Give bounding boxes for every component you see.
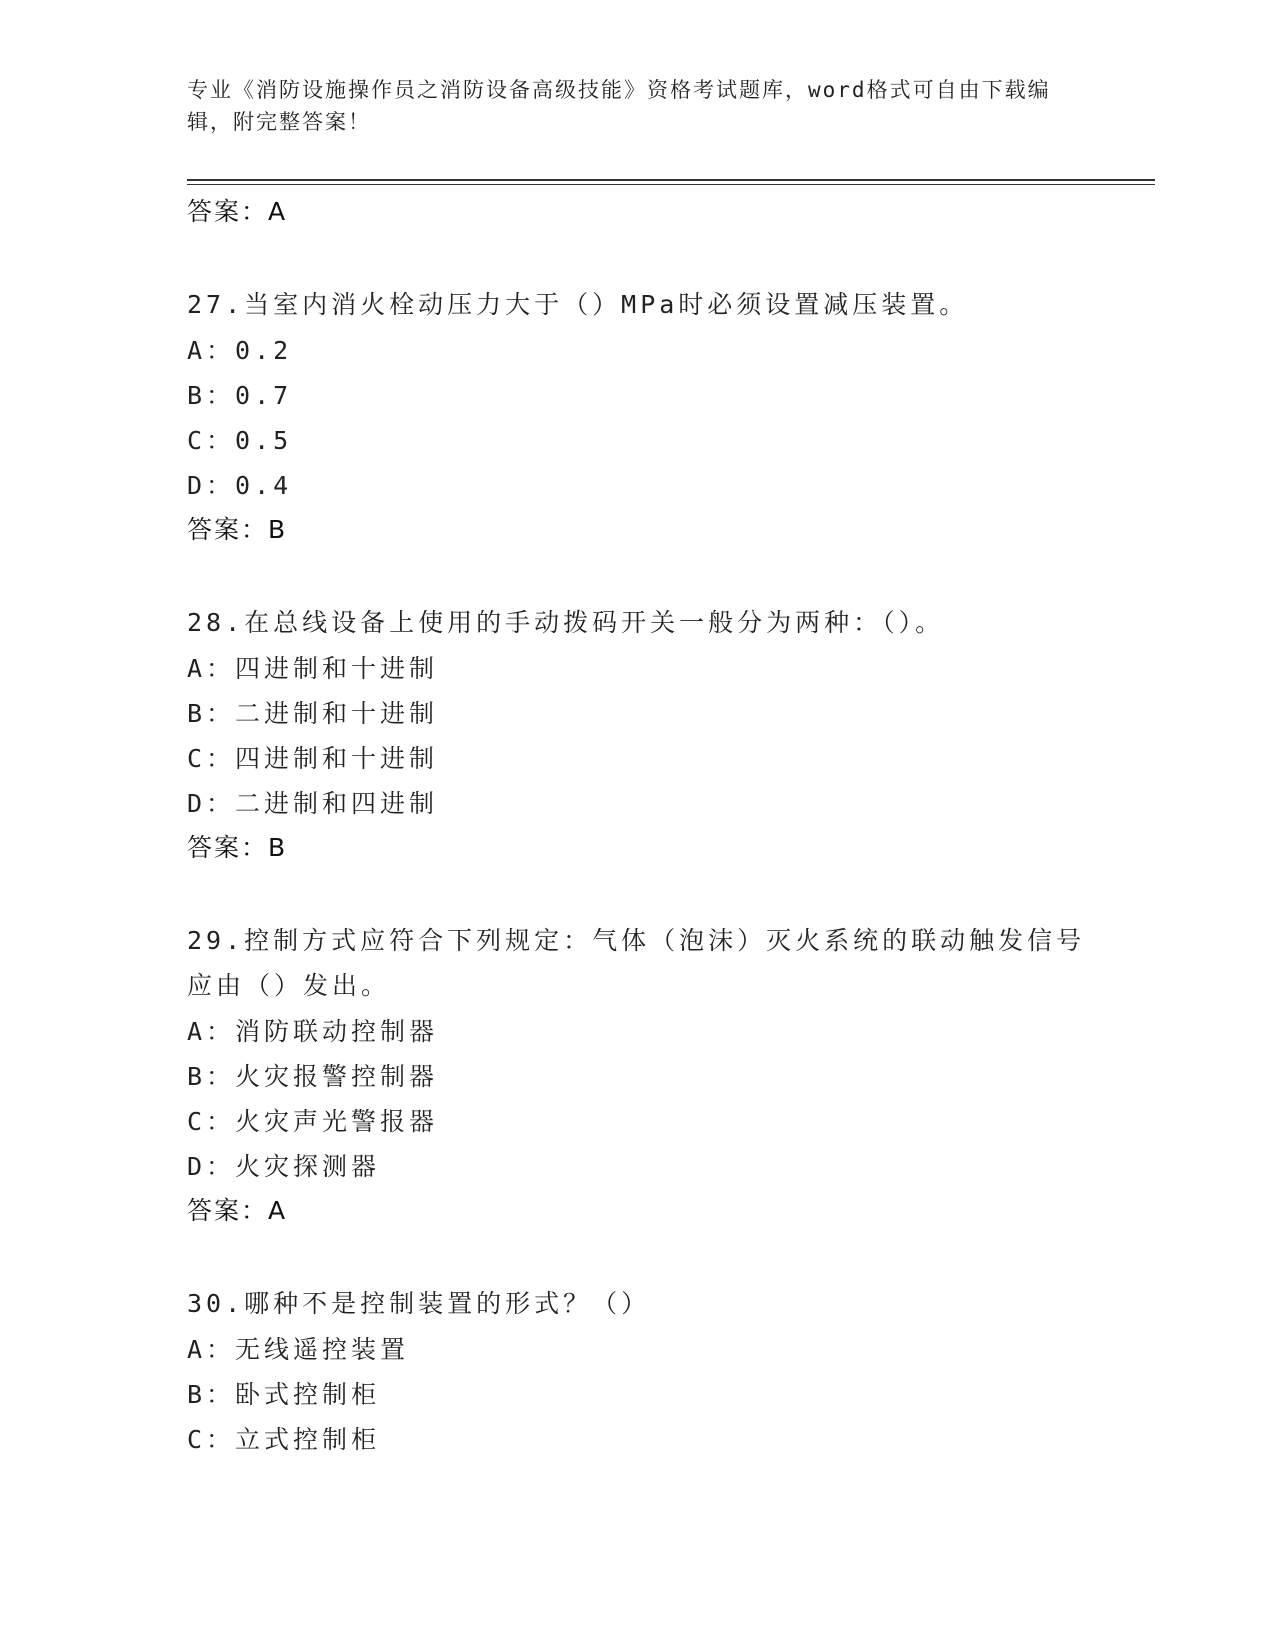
option-a: A：0.2 [187, 336, 293, 365]
answer-28: 答案：B [187, 833, 288, 862]
option-c: C：0.5 [187, 426, 293, 455]
option-d: D：二进制和四进制 [187, 789, 439, 818]
option-a: A：消防联动控制器 [187, 1017, 439, 1046]
question-text: 30.哪种不是控制装置的形式？（） [187, 1289, 651, 1318]
option-d: D：火灾探测器 [187, 1152, 381, 1181]
option-a: A：无线遥控装置 [187, 1335, 410, 1364]
question-30 [187, 1281, 1087, 1462]
option-c: C：立式控制柜 [187, 1425, 381, 1454]
option-d: D：0.4 [187, 471, 293, 500]
question-text: 27.当室内消火栓动压力大于（）MPa时必须设置减压装置。 [187, 290, 969, 319]
document-header: 专业《消防设施操作员之消防设备高级技能》资格考试题库，word格式可自由下载编辑，附完整答案！ [187, 78, 1051, 134]
option-c: C：四进制和十进制 [187, 744, 439, 773]
question-text: 28.在总线设备上使用的手动拨码开关一般分为两种：（）。 [187, 608, 945, 637]
option-b: B：0.7 [187, 381, 293, 410]
option-a: A：四进制和十进制 [187, 654, 439, 683]
question-29 [187, 918, 1087, 1233]
question-27 [187, 282, 1087, 552]
answer-27: 答案：B [187, 515, 288, 544]
question-text: 29.控制方式应符合下列规定：气体（泡沫）灭火系统的联动触发信号应由（）发出。 [187, 926, 1086, 1000]
question-28 [187, 600, 1087, 870]
option-b: B：卧式控制柜 [187, 1380, 381, 1409]
header-rule-thin [187, 184, 1155, 185]
answer-26: 答案：A [187, 197, 288, 226]
option-b: B：火灾报警控制器 [187, 1062, 439, 1091]
option-b: B：二进制和十进制 [187, 699, 439, 728]
answer-29: 答案：A [187, 1196, 288, 1225]
option-c: C：火灾声光警报器 [187, 1107, 439, 1136]
question-list [187, 190, 1087, 1462]
header-rule-thick [187, 179, 1155, 181]
